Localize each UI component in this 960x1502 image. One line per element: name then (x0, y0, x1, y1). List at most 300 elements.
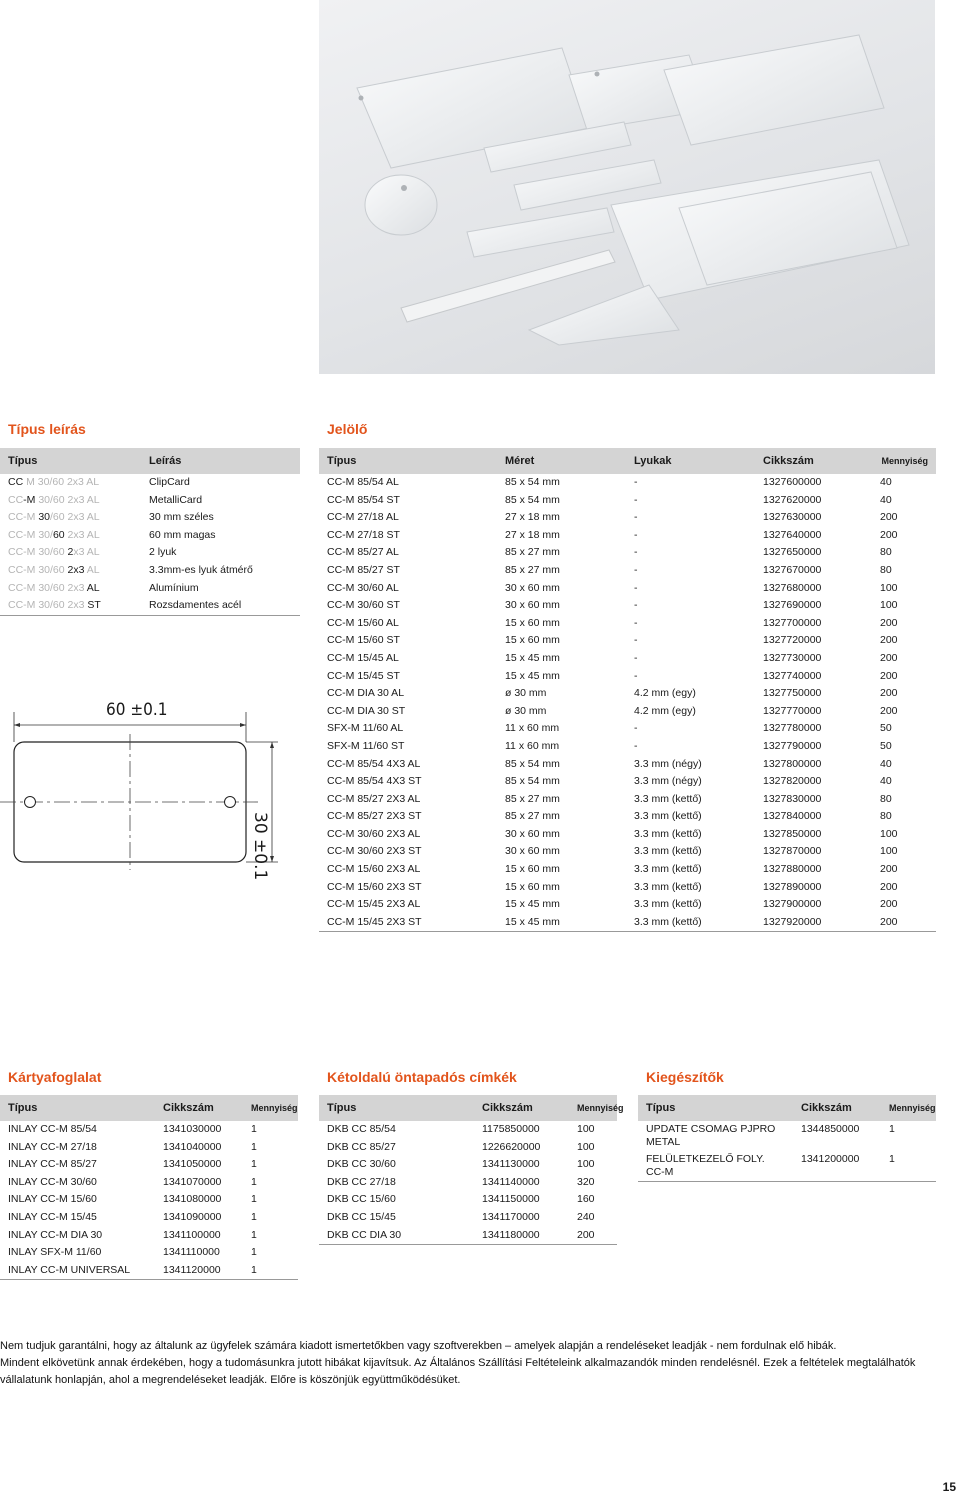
size-cell: 85 x 27 mm (505, 792, 560, 805)
size-cell: 15 x 60 mm (505, 616, 560, 629)
type-cell: DKB CC DIA 30 (319, 1227, 474, 1245)
col-header-quantity: Mennyiség (243, 1095, 298, 1121)
type-cell: CC-M 15/45 AL (327, 651, 399, 664)
article-number-cell: 1327800000 (763, 757, 822, 770)
quantity-cell: 80 (880, 563, 892, 576)
size-cell: 15 x 45 mm (505, 898, 560, 911)
article-number-cell: 1327700000 (763, 616, 822, 629)
table-row (319, 527, 936, 545)
size-cell: 30 x 60 mm (505, 599, 560, 612)
article-number-cell: 1327820000 (763, 775, 822, 788)
type-cell: CC-M 15/60 2X3 AL (327, 863, 421, 876)
quantity-cell: 80 (880, 792, 892, 805)
article-number-cell: 1327920000 (755, 914, 872, 932)
type-code-highlight: AL (86, 581, 100, 594)
table-row (0, 580, 300, 598)
type-cell: CC-M 85/54 AL (327, 476, 399, 488)
description-cell: 2 lyuk (149, 546, 177, 559)
quantity-cell: 1 (251, 1193, 257, 1206)
article-number-cell: 1327630000 (763, 511, 822, 524)
type-cell: DKB CC 85/54 (327, 1123, 396, 1135)
type-cell: INLAY CC-M 85/27 (8, 1158, 97, 1171)
type-cell: FELÜLETKEZELŐ FOLY. CC-M (638, 1151, 793, 1182)
quantity-cell: 160 (577, 1193, 595, 1206)
article-number-cell: 1341170000 (482, 1210, 540, 1223)
col-header-size: Méret (497, 448, 626, 474)
adhesive-table (319, 1095, 624, 1245)
type-code-cell (0, 509, 141, 527)
size-cell: 15 x 60 mm (505, 863, 560, 876)
type-cell: INLAY CC-M 15/60 (8, 1193, 97, 1206)
table-row (319, 650, 936, 668)
size-cell: 30 x 60 mm (505, 581, 560, 594)
holes-cell: 4.2 mm (egy) (634, 704, 696, 717)
holes-cell: 3.3 mm (kettő) (634, 880, 702, 893)
size-cell: 15 x 45 mm (505, 669, 560, 682)
quantity-cell: 200 (880, 511, 898, 524)
table-row (319, 861, 936, 879)
accessories-table (638, 1095, 936, 1182)
type-code-prefix: CC-M 30/60 (8, 546, 68, 559)
holes-cell: - (634, 511, 638, 524)
article-number-cell: 1327640000 (763, 528, 822, 541)
size-cell: 15 x 45 mm (505, 651, 560, 664)
holes-cell: - (634, 669, 638, 682)
table-row (319, 668, 936, 686)
table-row (0, 544, 300, 562)
table-row (319, 879, 936, 897)
table-row (319, 1156, 617, 1174)
quantity-cell: 1 (251, 1158, 257, 1171)
table-row (319, 580, 936, 598)
type-code-prefix: CC-M 30/60 2x3 (8, 599, 88, 612)
quantity-cell: 50 (880, 739, 892, 752)
table-row (0, 1156, 298, 1174)
quantity-cell: 200 (880, 898, 898, 911)
holes-cell: - (634, 581, 638, 594)
quantity-cell: 50 (880, 722, 892, 735)
type-cell: CC-M 30/60 AL (327, 581, 399, 594)
type-cell: CC-M 15/45 ST (327, 669, 400, 682)
table-row (319, 896, 936, 914)
type-cell: INLAY CC-M UNIVERSAL (0, 1262, 155, 1280)
table-row (0, 509, 300, 527)
table-row (319, 738, 936, 756)
article-number-cell: 1341130000 (482, 1158, 540, 1171)
table-row (0, 1174, 298, 1192)
article-number-cell: 1327740000 (763, 669, 822, 682)
article-number-cell: 1327620000 (763, 493, 822, 506)
table-row (638, 1151, 936, 1182)
holes-cell: 3.3 mm (kettő) (634, 898, 702, 911)
dimension-width-label: 60 ±0.1 (106, 700, 168, 720)
size-cell: 30 x 60 mm (505, 845, 560, 858)
quantity-cell: 200 (569, 1227, 617, 1245)
holes-cell: 3.3 mm (kettő) (634, 845, 702, 858)
type-cell: INLAY CC-M 15/45 (8, 1210, 97, 1223)
article-number-cell: 1175850000 (482, 1123, 540, 1135)
table-row (319, 1209, 617, 1227)
marker-section-title: Jelölő (327, 421, 368, 437)
article-number-cell: 1341040000 (163, 1140, 222, 1153)
type-cell: CC-M 85/54 4X3 ST (327, 775, 422, 788)
size-cell: 15 x 45 mm (497, 914, 626, 932)
article-number-cell: 1341150000 (482, 1193, 540, 1206)
table-row (0, 492, 300, 510)
type-code-cell (0, 597, 141, 615)
card-holder-title: Kártyafoglalat (8, 1069, 102, 1085)
quantity-cell: 100 (880, 581, 898, 594)
col-header-quantity: Mennyiség (569, 1095, 617, 1121)
article-number-cell: 1327600000 (763, 476, 822, 488)
type-cell: CC-M 85/27 2X3 ST (327, 810, 422, 823)
table-row (319, 615, 936, 633)
type-code-cell (0, 492, 141, 510)
article-number-cell: 1327880000 (763, 863, 822, 876)
type-cell: CC-M 85/27 2X3 AL (327, 792, 421, 805)
article-number-cell: 1327650000 (763, 546, 822, 559)
type-code-cell (0, 527, 141, 545)
article-number-cell: 1341050000 (163, 1158, 222, 1171)
article-number-cell: 1344850000 (801, 1123, 860, 1135)
holes-cell: - (634, 616, 638, 629)
quantity-cell: 40 (880, 476, 892, 488)
type-cell: UPDATE CSOMAG PJPRO METAL (646, 1123, 776, 1148)
holes-cell: - (634, 528, 638, 541)
holes-cell: - (634, 476, 638, 488)
table-row (319, 1121, 617, 1139)
type-cell: CC-M 15/60 ST (327, 634, 400, 647)
type-code-highlight: 2x3 (67, 563, 85, 576)
type-code-cell (0, 562, 141, 580)
type-cell: INLAY CC-M 30/60 (8, 1175, 97, 1188)
type-code-suffix: AL (84, 563, 100, 576)
type-cell: CC-M 30/60 2X3 AL (327, 827, 421, 840)
type-cell: INLAY SFX-M 11/60 (8, 1246, 102, 1259)
quantity-cell: 100 (577, 1158, 595, 1171)
holes-cell: - (634, 493, 638, 506)
quantity-cell: 1 (251, 1210, 257, 1223)
quantity-cell: 240 (577, 1210, 595, 1223)
quantity-cell: 1 (251, 1140, 257, 1153)
size-cell: 85 x 54 mm (505, 757, 560, 770)
article-number-cell: 1327750000 (763, 687, 822, 700)
type-cell: CC-M 15/60 AL (327, 616, 399, 629)
type-cell: CC-M 85/27 ST (327, 563, 400, 576)
type-code-cell (0, 474, 141, 492)
quantity-cell: 40 (880, 775, 892, 788)
col-header-quantity: Mennyiség (881, 1095, 936, 1121)
table-row (319, 808, 936, 826)
table-row (319, 492, 936, 510)
quantity-cell: 100 (880, 845, 898, 858)
size-cell: ø 30 mm (505, 704, 547, 717)
col-header-article-number: Cikkszám (755, 448, 872, 474)
holes-cell: 4.2 mm (egy) (634, 687, 696, 700)
size-cell: 85 x 54 mm (505, 476, 560, 488)
quantity-cell: 200 (880, 863, 898, 876)
description-cell: Rozsdamentes acél (141, 597, 300, 615)
type-cell: CC-M 85/54 4X3 AL (327, 757, 421, 770)
size-cell: 85 x 27 mm (505, 563, 560, 576)
quantity-cell: 200 (880, 687, 898, 700)
holes-cell: 3.3 mm (négy) (634, 775, 702, 788)
article-number-cell: 1341070000 (163, 1175, 222, 1188)
table-row (0, 1191, 298, 1209)
article-number-cell: 1341100000 (163, 1228, 221, 1241)
table-row (0, 1209, 298, 1227)
disclaimer (0, 1338, 930, 1389)
type-cell: INLAY CC-M 27/18 (8, 1140, 97, 1153)
type-code-highlight: 30 (38, 511, 51, 524)
article-number-cell: 1327890000 (763, 880, 822, 893)
type-cell: DKB CC 15/60 (327, 1193, 396, 1206)
type-cell: CC-M 27/18 AL (327, 511, 399, 524)
type-cell: CC-M 30/60 2X3 ST (327, 845, 422, 858)
type-cell: CC-M 85/54 ST (327, 493, 400, 506)
type-code-cell (0, 544, 141, 562)
type-cell: DKB CC 15/45 (327, 1210, 396, 1223)
article-number-cell: 1341180000 (474, 1227, 569, 1245)
type-code-prefix: CC-M (8, 511, 39, 524)
type-code-prefix: CC (8, 493, 24, 506)
type-code-prefix: CC-M 30/ (8, 528, 53, 541)
col-header-type: Típus (319, 1095, 474, 1121)
table-row (319, 703, 936, 721)
quantity-cell: 1 (881, 1151, 936, 1182)
table-row (319, 544, 936, 562)
article-number-cell: 1327830000 (763, 792, 822, 805)
type-cell: CC-M 85/27 AL (327, 546, 399, 559)
disclaimer-line-2: Mindent elkövetünk annak érdekében, hogy a tudomásunkra jutott hibákat kijavítsuk. Az Általános Szállítási Feltételeink alkalmazandók minden rendelésnél. Ezek a feltételek megtalálhatók vállalatunk honlapján, ahol a megrendeléseket leadják. Előre is köszönjük együttműködésüket. (0, 1357, 916, 1386)
table-row (0, 597, 300, 615)
quantity-cell: 200 (880, 880, 898, 893)
table-row (0, 562, 300, 580)
page-number: 15 (942, 1480, 956, 1494)
article-number-cell: 1327780000 (763, 722, 822, 735)
metal-plates-illustration (319, 0, 935, 374)
article-number-cell: 1341200000 (793, 1151, 881, 1182)
col-header-article-number: Cikkszám (155, 1095, 243, 1121)
table-row (319, 685, 936, 703)
holes-cell: 3.3 mm (kettő) (634, 810, 702, 823)
quantity-cell: 1 (251, 1175, 257, 1188)
table-row (0, 1244, 298, 1262)
col-header-type: Típus (0, 448, 141, 474)
type-cell: CC-M DIA 30 AL (327, 687, 405, 700)
size-cell: 11 x 60 mm (505, 722, 560, 735)
table-row (0, 1227, 298, 1245)
col-header-type: Típus (0, 1095, 155, 1121)
quantity-cell: 1 (251, 1123, 257, 1135)
type-section-title: Típus leírás (8, 421, 86, 437)
type-code-highlight: -M (23, 493, 36, 506)
quantity-cell: 80 (880, 810, 892, 823)
disclaimer-line-1: Nem tudjuk garantálni, hogy az általunk az ügyfelek számára kiadott ismertetőkben vagy szoftverekben – amelyek alapján a rendeléseket leadják - nem fordulnak elő hibák. (0, 1340, 837, 1352)
holes-cell: 3.3 mm (kettő) (626, 914, 755, 932)
quantity-cell: 1 (251, 1228, 257, 1241)
table-row (319, 1191, 617, 1209)
accessories-title: Kiegészítők (646, 1069, 724, 1085)
article-number-cell: 1327670000 (763, 563, 822, 576)
marker-table (319, 448, 936, 932)
holes-cell: - (634, 634, 638, 647)
type-cell: INLAY CC-M DIA 30 (8, 1228, 103, 1241)
article-number-cell: 1341080000 (163, 1193, 222, 1206)
quantity-cell: 200 (880, 651, 898, 664)
size-cell: 27 x 18 mm (505, 511, 560, 524)
quantity-cell: 200 (880, 616, 898, 629)
article-number-cell: 1327900000 (763, 898, 822, 911)
description-cell: Alumínium (149, 581, 199, 594)
type-cell: CC-M 27/18 ST (327, 528, 400, 541)
article-number-cell: 1341140000 (482, 1175, 540, 1188)
type-code-highlight: ST (87, 599, 101, 612)
size-cell: ø 30 mm (505, 687, 547, 700)
table-row (319, 474, 936, 492)
holes-cell: - (634, 563, 638, 576)
size-cell: 15 x 60 mm (505, 634, 560, 647)
type-code-suffix: x3 AL (73, 546, 100, 559)
holes-cell: 3.3 mm (kettő) (634, 792, 702, 805)
table-row (319, 756, 936, 774)
quantity-cell: 200 (880, 704, 898, 717)
quantity-cell: 320 (577, 1175, 595, 1188)
type-cell: DKB CC 85/27 (327, 1140, 396, 1153)
table-row (0, 1139, 298, 1157)
type-code-highlight: 60 (52, 528, 65, 541)
type-cell: INLAY CC-M 85/54 (8, 1123, 97, 1135)
type-code-suffix: 2x3 AL (64, 528, 100, 541)
col-header-type: Típus (319, 448, 497, 474)
type-code-cell (0, 580, 141, 598)
table-row (319, 632, 936, 650)
table-row (319, 843, 936, 861)
holes-cell: 3.3 mm (kettő) (634, 827, 702, 840)
table-row (638, 1121, 936, 1151)
dimension-height-label: 30 ±0.1 (250, 812, 270, 881)
description-cell: 30 mm széles (149, 511, 214, 524)
type-code-prefix: CC-M 30/60 2x3 (8, 581, 87, 594)
table-row (319, 509, 936, 527)
quantity-cell: 100 (577, 1123, 595, 1135)
table-row (0, 1121, 298, 1139)
product-photo (319, 0, 935, 374)
article-number-cell: 1327850000 (763, 827, 822, 840)
quantity-cell: 80 (880, 546, 892, 559)
article-number-cell: 1341120000 (155, 1262, 243, 1280)
quantity-cell: 200 (880, 669, 898, 682)
description-cell: ClipCard (149, 476, 190, 488)
quantity-cell: 100 (880, 599, 898, 612)
description-cell: 60 mm magas (149, 528, 216, 541)
size-cell: 85 x 54 mm (505, 493, 560, 506)
col-header-quantity: Mennyiség (872, 448, 936, 474)
col-header-article-number: Cikkszám (474, 1095, 569, 1121)
table-row (319, 597, 936, 615)
holes-cell: 3.3 mm (négy) (634, 757, 702, 770)
article-number-cell: 1341090000 (163, 1210, 222, 1223)
quantity-cell: 1 (243, 1262, 298, 1280)
size-cell: 85 x 27 mm (505, 546, 560, 559)
article-number-cell: 1327840000 (763, 810, 822, 823)
type-cell: DKB CC 30/60 (327, 1158, 396, 1171)
type-cell: SFX-M 11/60 AL (327, 722, 404, 735)
table-row (0, 527, 300, 545)
description-cell: MetalliCard (149, 493, 203, 506)
size-cell: 85 x 54 mm (505, 775, 560, 788)
type-cell: CC-M 15/60 2X3 ST (327, 880, 422, 893)
col-header-description: Leírás (141, 448, 300, 474)
quantity-cell: 100 (880, 827, 898, 840)
quantity-cell: 40 (880, 493, 892, 506)
article-number-cell: 1327690000 (763, 599, 822, 612)
article-number-cell: 1327720000 (763, 634, 822, 647)
col-header-type: Típus (638, 1095, 793, 1121)
quantity-cell: 1 (889, 1123, 895, 1135)
holes-cell: - (634, 722, 638, 735)
holes-cell: - (634, 739, 638, 752)
article-number-cell: 1327770000 (763, 704, 822, 717)
table-row (319, 773, 936, 791)
type-cell: DKB CC 27/18 (327, 1175, 396, 1188)
type-description-table (0, 448, 300, 616)
col-header-holes: Lyukak (626, 448, 755, 474)
article-number-cell: 1226620000 (482, 1140, 541, 1153)
type-code-highlight: CC (8, 476, 24, 488)
holes-cell: - (634, 546, 638, 559)
table-row (0, 474, 300, 492)
table-row (319, 562, 936, 580)
type-code-highlight: 2 (67, 546, 74, 559)
quantity-cell: 200 (872, 914, 936, 932)
card-holder-table (0, 1095, 298, 1280)
description-cell: 3.3mm-es lyuk átmérő (149, 563, 253, 576)
article-number-cell: 1327730000 (763, 651, 822, 664)
table-row (0, 1262, 298, 1280)
article-number-cell: 1327870000 (763, 845, 822, 858)
type-cell: CC-M 15/45 2X3 ST (319, 914, 497, 932)
type-cell: SFX-M 11/60 ST (327, 739, 405, 752)
type-cell: CC-M 15/45 2X3 AL (327, 898, 421, 911)
table-row (319, 826, 936, 844)
type-code-suffix: /60 2x3 AL (50, 511, 100, 524)
type-code-suffix: 30/60 2x3 AL (35, 493, 100, 506)
table-row (319, 720, 936, 738)
size-cell: 85 x 27 mm (505, 810, 560, 823)
holes-cell: - (634, 651, 638, 664)
adhesive-title: Kétoldalú öntapadós címkék (327, 1069, 517, 1085)
table-row (319, 1227, 617, 1245)
article-number-cell: 1341030000 (163, 1123, 222, 1135)
type-code-prefix: CC-M 30/60 (8, 563, 68, 576)
article-number-cell: 1341110000 (163, 1246, 220, 1259)
size-cell: 30 x 60 mm (505, 827, 560, 840)
type-code-rest: M 30/60 2x3 AL (26, 476, 100, 488)
size-cell: 11 x 60 mm (505, 739, 560, 752)
type-cell: CC-M DIA 30 ST (327, 704, 406, 717)
quantity-cell: 40 (880, 757, 892, 770)
quantity-cell: 200 (880, 528, 898, 541)
table-row (319, 791, 936, 809)
size-cell: 27 x 18 mm (505, 528, 560, 541)
holes-cell: 3.3 mm (kettő) (634, 863, 702, 876)
table-row (319, 1139, 617, 1157)
article-number-cell: 1327790000 (763, 739, 822, 752)
table-row (319, 1174, 617, 1192)
quantity-cell: 1 (251, 1246, 257, 1259)
quantity-cell: 200 (880, 634, 898, 647)
